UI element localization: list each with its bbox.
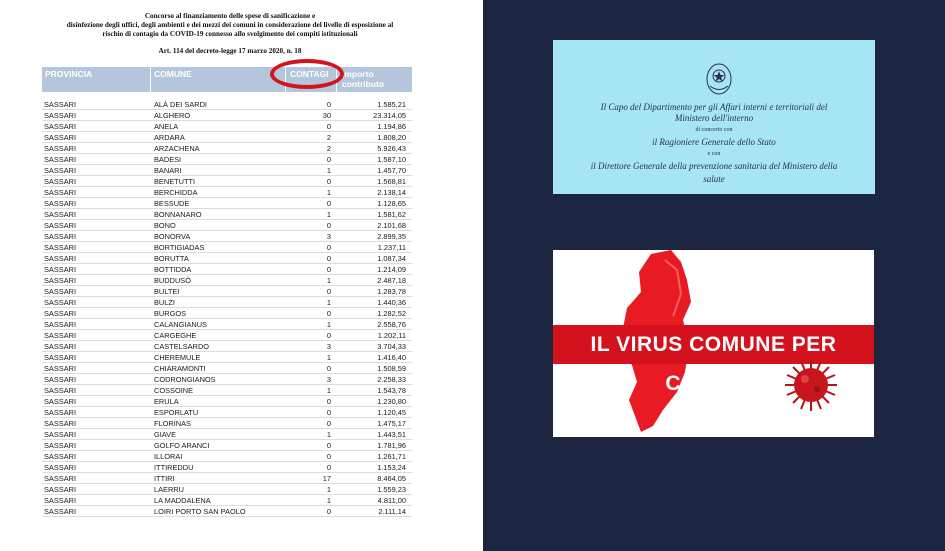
cell-provincia: SASSARI	[44, 265, 77, 274]
cell-provincia: SASSARI	[44, 386, 77, 395]
header-provincia: PROVINCIA	[45, 69, 93, 79]
table-row	[42, 319, 412, 330]
cell-contagi: 1	[326, 298, 331, 307]
cell-provincia: SASSARI	[44, 133, 77, 142]
cell-provincia: SASSARI	[44, 507, 77, 516]
cell-importo: 1.230,80	[377, 397, 406, 406]
cell-comune: BANARI	[154, 166, 182, 175]
cell-importo: 1.585,21	[377, 100, 406, 109]
cell-comune: LA MADDALENA	[154, 496, 211, 505]
cell-importo: 1.416,40	[377, 353, 406, 362]
cell-provincia: SASSARI	[44, 331, 77, 340]
table-row	[42, 330, 412, 341]
cell-provincia: SASSARI	[44, 177, 77, 186]
cell-contagi: 0	[326, 122, 331, 131]
cell-provincia: SASSARI	[44, 353, 77, 362]
document-title-line-2: disinfezione degli uffici, degli ambienti e dei mezzi dei comuni in considerazione del livello di esposizione al	[66, 21, 394, 29]
table-row	[42, 253, 412, 264]
cell-contagi: 1	[326, 430, 331, 439]
cell-comune: BULTEI	[154, 287, 180, 296]
cell-importo: 2.138,14	[377, 188, 406, 197]
cell-provincia: SASSARI	[44, 155, 77, 164]
table-row	[42, 143, 412, 154]
table-row	[42, 99, 412, 110]
cell-provincia: SASSARI	[44, 496, 77, 505]
cell-provincia: SASSARI	[44, 221, 77, 230]
table-row	[42, 176, 412, 187]
cell-contagi: 2	[326, 144, 331, 153]
cell-comune: ALGHERO	[154, 111, 191, 120]
cell-provincia: SASSARI	[44, 452, 77, 461]
cell-importo: 4.811,00	[377, 496, 406, 505]
cell-importo: 1.282,52	[377, 309, 406, 318]
cell-importo: 1.508,59	[377, 364, 406, 373]
cell-comune: BOTTIDDA	[154, 265, 192, 274]
cell-provincia: SASSARI	[44, 166, 77, 175]
cell-contagi: 1	[326, 485, 331, 494]
table-row	[42, 165, 412, 176]
cell-contagi: 3	[326, 342, 331, 351]
cell-comune: CARGEGHE	[154, 331, 197, 340]
table-row	[42, 352, 412, 363]
cell-comune: LAERRU	[154, 485, 184, 494]
cell-importo: 3.704,33	[377, 342, 406, 351]
cell-comune: BORUTTA	[154, 254, 189, 263]
cell-importo: 1.120,45	[377, 408, 406, 417]
cell-comune: BESSUDE	[154, 199, 190, 208]
cell-importo: 1.808,20	[377, 133, 406, 142]
table-row	[42, 396, 412, 407]
cell-comune: ITTIREDDU	[154, 463, 194, 472]
cell-contagi: 1	[326, 166, 331, 175]
card-line-7: salute	[703, 174, 725, 184]
card-line-1: Il Capo del Dipartimento per gli Affari interni e territoriali del	[600, 102, 828, 112]
right-panel	[483, 0, 945, 551]
cell-importo: 8.464,05	[377, 474, 406, 483]
cell-provincia: SASSARI	[44, 364, 77, 373]
cell-importo: 1.237,11	[377, 243, 406, 252]
cell-comune: BURGOS	[154, 309, 187, 318]
cell-comune: GIAVE	[154, 430, 177, 439]
cell-provincia: SASSARI	[44, 408, 77, 417]
table-row	[42, 418, 412, 429]
cell-contagi: 1	[326, 320, 331, 329]
cell-importo: 1.440,36	[377, 298, 406, 307]
cell-provincia: SASSARI	[44, 254, 77, 263]
cell-contagi: 2	[326, 133, 331, 142]
table-row	[42, 308, 412, 319]
cell-provincia: SASSARI	[44, 485, 77, 494]
table-row	[42, 385, 412, 396]
cell-importo: 1.475,17	[377, 419, 406, 428]
decree-card	[553, 40, 875, 194]
cell-importo: 1.781,96	[377, 441, 406, 450]
emblem-icon	[705, 62, 733, 96]
table-row	[42, 407, 412, 418]
table-row	[42, 286, 412, 297]
cell-provincia: SASSARI	[44, 320, 77, 329]
card-line-5: e con	[707, 151, 721, 157]
cell-provincia: SASSARI	[44, 144, 77, 153]
cell-provincia: SASSARI	[44, 210, 77, 219]
table-row	[42, 484, 412, 495]
cell-importo: 2.101,68	[377, 221, 406, 230]
cell-provincia: SASSARI	[44, 276, 77, 285]
cell-comune: CALANGIANUS	[154, 320, 207, 329]
cell-contagi: 0	[326, 408, 331, 417]
cell-provincia: SASSARI	[44, 474, 77, 483]
cell-contagi: 1	[326, 276, 331, 285]
cell-contagi: 0	[326, 100, 331, 109]
cell-comune: BUDDUSÒ	[154, 276, 191, 285]
cell-comune: BONNANARO	[154, 210, 202, 219]
cell-provincia: SASSARI	[44, 430, 77, 439]
cell-importo: 1.443,51	[377, 430, 406, 439]
table-row	[42, 363, 412, 374]
document-title-line-1: Concorso al finanziamento delle spese di sanificazione e	[144, 12, 316, 20]
cell-importo: 1.283,78	[377, 287, 406, 296]
header-importo: Importo contributo	[342, 69, 385, 89]
cell-contagi: 1	[326, 353, 331, 362]
table-body	[42, 99, 412, 517]
cell-contagi: 0	[326, 254, 331, 263]
cell-importo: 1.153,24	[377, 463, 406, 472]
cell-provincia: SASSARI	[44, 342, 77, 351]
table-row	[42, 121, 412, 132]
cell-comune: BONORVA	[154, 232, 191, 241]
table-row	[42, 341, 412, 352]
cell-provincia: SASSARI	[44, 298, 77, 307]
cell-comune: ARZACHENA	[154, 144, 200, 153]
cell-importo: 1.202,11	[377, 331, 406, 340]
cell-comune: BULZI	[154, 298, 175, 307]
cell-contagi: 1	[326, 386, 331, 395]
cell-contagi: 0	[326, 265, 331, 274]
table-row	[42, 440, 412, 451]
cell-importo: 23.314,05	[373, 111, 406, 120]
virus-banner	[553, 250, 874, 437]
table-row	[42, 462, 412, 473]
cell-comune: CASTELSARDO	[154, 342, 210, 351]
cell-contagi: 0	[326, 221, 331, 230]
cell-comune: BERCHIDDA	[154, 188, 198, 197]
cell-provincia: SASSARI	[44, 243, 77, 252]
cell-importo: 1.214,09	[377, 265, 406, 274]
cell-comune: CHIARAMONTI	[154, 364, 206, 373]
cell-contagi: 1	[326, 188, 331, 197]
table-row	[42, 429, 412, 440]
cell-comune: ALÀ DEI SARDI	[154, 100, 207, 109]
table-row	[42, 220, 412, 231]
cell-importo: 2.899,35	[377, 232, 406, 241]
cell-provincia: SASSARI	[44, 188, 77, 197]
cell-importo: 1.543,78	[377, 386, 406, 395]
cell-provincia: SASSARI	[44, 375, 77, 384]
card-line-6: il Direttore Generale della prevenzione sanitaria del Ministero della	[590, 161, 838, 171]
table-row	[42, 374, 412, 385]
cell-comune: GOLFO ARANCI	[154, 441, 210, 450]
table-row	[42, 187, 412, 198]
cell-contagi: 1	[326, 496, 331, 505]
cell-importo: 1.194,86	[377, 122, 406, 131]
cell-comune: ARDARA	[154, 133, 185, 142]
header-divider	[150, 67, 151, 92]
cell-provincia: SASSARI	[44, 463, 77, 472]
table-row	[42, 231, 412, 242]
cell-importo: 2.558,76	[377, 320, 406, 329]
cell-comune: LOIRI PORTO SAN PAOLO	[154, 507, 246, 516]
cell-importo: 1.581,62	[377, 210, 406, 219]
cell-provincia: SASSARI	[44, 111, 77, 120]
table-row	[42, 473, 412, 484]
cell-contagi: 0	[326, 419, 331, 428]
cell-contagi: 0	[326, 199, 331, 208]
cell-importo: 1.568,81	[377, 177, 406, 186]
cell-provincia: SASSARI	[44, 397, 77, 406]
cell-importo: 1.128,65	[377, 199, 406, 208]
cell-provincia: SASSARI	[44, 419, 77, 428]
cell-comune: ESPORLATU	[154, 408, 199, 417]
cell-provincia: SASSARI	[44, 232, 77, 241]
cell-importo: 5.926,43	[377, 144, 406, 153]
table-row	[42, 132, 412, 143]
document-title-line-3: rischio di contagio da COVID-19 connesso allo svolgimento dei compiti istituzionali	[102, 30, 358, 38]
table-row	[42, 275, 412, 286]
cell-importo: 2.258,33	[377, 375, 406, 384]
table-row	[42, 198, 412, 209]
cell-importo: 2.487,18	[377, 276, 406, 285]
cell-comune: BORTIGIADAS	[154, 243, 205, 252]
cell-contagi: 3	[326, 232, 331, 241]
cell-contagi: 0	[326, 331, 331, 340]
cell-comune: FLORINAS	[154, 419, 191, 428]
header-contagi: CONTAGI	[290, 69, 329, 79]
cell-contagi: 17	[322, 474, 331, 483]
cell-contagi: 0	[326, 309, 331, 318]
banner-title: IL VIRUS COMUNE PER COMUNE	[553, 325, 874, 364]
table-row	[42, 110, 412, 121]
cell-contagi: 3	[326, 375, 331, 384]
cell-importo: 1.587,10	[377, 155, 406, 164]
cell-comune: COSSOINE	[154, 386, 194, 395]
cell-comune: BONO	[154, 221, 176, 230]
card-line-3: di concerto con	[695, 127, 733, 133]
table-row	[42, 154, 412, 165]
table-row	[42, 451, 412, 462]
table-row	[42, 242, 412, 253]
cell-contagi: 0	[326, 507, 331, 516]
cell-contagi: 0	[326, 177, 331, 186]
table-header	[42, 67, 412, 92]
cell-contagi: 30	[322, 111, 331, 120]
cell-contagi: 0	[326, 441, 331, 450]
cell-contagi: 0	[326, 463, 331, 472]
cell-provincia: SASSARI	[44, 199, 77, 208]
cell-importo: 1.457,70	[377, 166, 406, 175]
cell-contagi: 0	[326, 452, 331, 461]
table-row	[42, 506, 412, 517]
table-row	[42, 209, 412, 220]
cell-comune: ILLORAI	[154, 452, 183, 461]
cell-contagi: 0	[326, 155, 331, 164]
cell-comune: ITTIRI	[154, 474, 175, 483]
cell-importo: 1.261,71	[377, 452, 406, 461]
cell-contagi: 0	[326, 287, 331, 296]
cell-provincia: SASSARI	[44, 122, 77, 131]
cell-comune: BADESI	[154, 155, 182, 164]
cell-provincia: SASSARI	[44, 287, 77, 296]
highlight-circle	[270, 59, 344, 89]
cell-comune: ANELA	[154, 122, 179, 131]
table-row	[42, 297, 412, 308]
document-subtitle: Art. 114 del decreto-legge 17 marzo 2020, n. 18	[158, 47, 302, 55]
card-line-2: Ministero dell'interno	[674, 113, 754, 123]
cell-contagi: 0	[326, 397, 331, 406]
cell-comune: CODRONGIANOS	[154, 375, 216, 384]
cell-provincia: SASSARI	[44, 100, 77, 109]
cell-comune: CHEREMULE	[154, 353, 201, 362]
table-row	[42, 264, 412, 275]
cell-provincia: SASSARI	[44, 441, 77, 450]
cell-importo: 2.111,14	[378, 507, 406, 516]
cell-comune: BENETUTTI	[154, 177, 196, 186]
cell-contagi: 1	[326, 210, 331, 219]
header-comune: COMUNE	[154, 69, 192, 79]
cell-comune: ERULA	[154, 397, 179, 406]
cell-importo: 1.559,23	[377, 485, 406, 494]
virus-icon	[781, 355, 841, 415]
cell-importo: 1.087,34	[377, 254, 406, 263]
cell-contagi: 0	[326, 243, 331, 252]
card-line-4: il Ragioniere Generale dello Stato	[652, 137, 776, 147]
table-row	[42, 495, 412, 506]
cell-provincia: SASSARI	[44, 309, 77, 318]
cell-contagi: 0	[326, 364, 331, 373]
